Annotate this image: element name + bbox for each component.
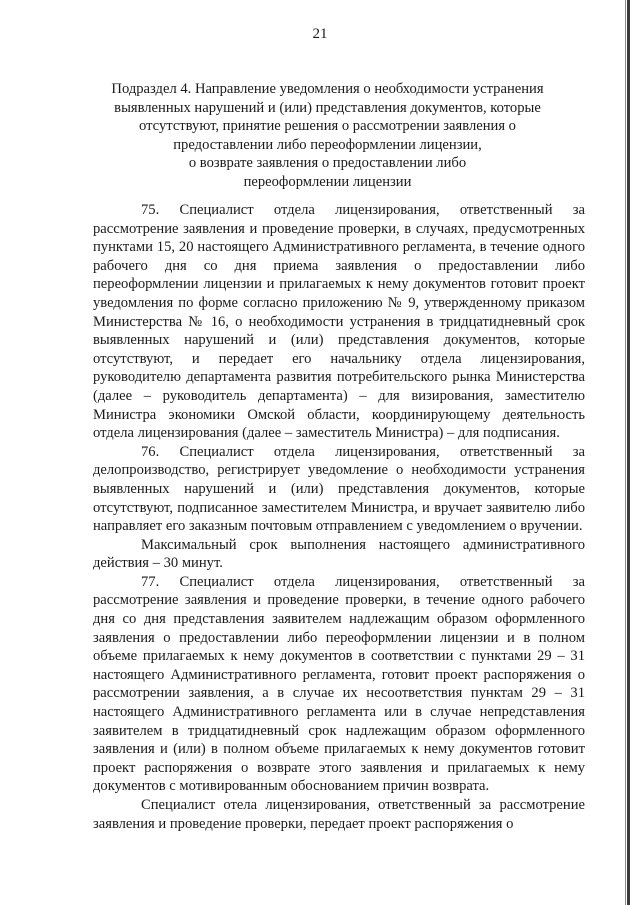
heading-line: переоформлении лицензии bbox=[243, 173, 412, 190]
paragraph-75: 75. Специалист отдела лицензирования, ответственный за рассмотрение заявления и проведение проверки, в случаях, предусмотренных пунктами 15, 20 настоящего Административного регламента, в течение одного рабочего дня со дня приема заявления о предоставлении либо переоформлении лицензии и прилагаемых к нему документов готовит проект уведомления по форме согласно приложению № 9, утвержденному приказом Министерства № 16, о необходимости устранения в тридцатидневный срок выявленных нарушений и (или) представления документов, которые отсутствуют, и передает его начальнику отдела лицензирования, руководителю департамента развития потребительского рынка Министерства (далее – руководитель департамента) – для визирования, заместителю Министра экономики Омской области, координирующему деятельность отдела лицензирования (далее – заместитель Министра) – для подписания. bbox=[93, 202, 585, 442]
paragraph-specialist: Специалист отела лицензирования, ответственный за рассмотрение заявления и проведение проверки, передает проект распоряжения о bbox=[93, 797, 585, 832]
scan-edge-line-inner bbox=[625, 0, 626, 905]
scan-edge-line bbox=[627, 0, 630, 905]
heading-line: отсутствуют, принятие решения о рассмотрении заявления о bbox=[139, 118, 516, 135]
heading-line: Подраздел 4. Направление уведомления о необходимости устранения bbox=[111, 81, 544, 97]
paragraph-max-time: Максимальный срок выполнения настоящего административного действия – 30 минут. bbox=[93, 536, 585, 572]
heading-line: выявленных нарушений и (или) представления документов, которые bbox=[114, 99, 541, 116]
heading-line: предоставлении либо переоформлении лицензии, bbox=[173, 136, 482, 153]
heading-line: о возврате заявления о предоставлении либо bbox=[188, 155, 467, 172]
section-heading bbox=[100, 80, 555, 192]
page-number: 21 bbox=[312, 26, 328, 42]
document-body bbox=[93, 201, 585, 833]
paragraph-77: 77. Специалист отдела лицензирования, ответственный за рассмотрение заявления и проведение проверки, в течение одного рабочего дня со дня представления заявителем надлежащим образом оформленного заявления о предоставлении либо переоформлении лицензии и в полном объеме прилагаемых к нему документов в соответствии с пунктами 29 – 31 настоящего Административного регламента, готовит проект распоряжения о рассмотрении заявления, а в случае их несоответствия пунктам 29 – 31 настоящего Административного регламента или в случае непредставления заявителем в тридцатидневный срок надлежащим образом оформленного заявления и (или) в полном объеме прилагаемых к нему документов готовит проект распоряжения о возврате этого заявления и прилагаемых к нему документов с мотивированным обоснованием причин возврата. bbox=[93, 573, 585, 795]
paragraph-76: 76. Специалист отдела лицензирования, ответственный за делопроизводство, регистрирует уведомление о необходимости устранения выявленных нарушений и (или) представления документов, которые отсутствуют, подписанное заместителем Министра, и вручает заявителю либо направляет его заказным почтовым отправлением с уведомлением о вручении. bbox=[93, 443, 585, 535]
